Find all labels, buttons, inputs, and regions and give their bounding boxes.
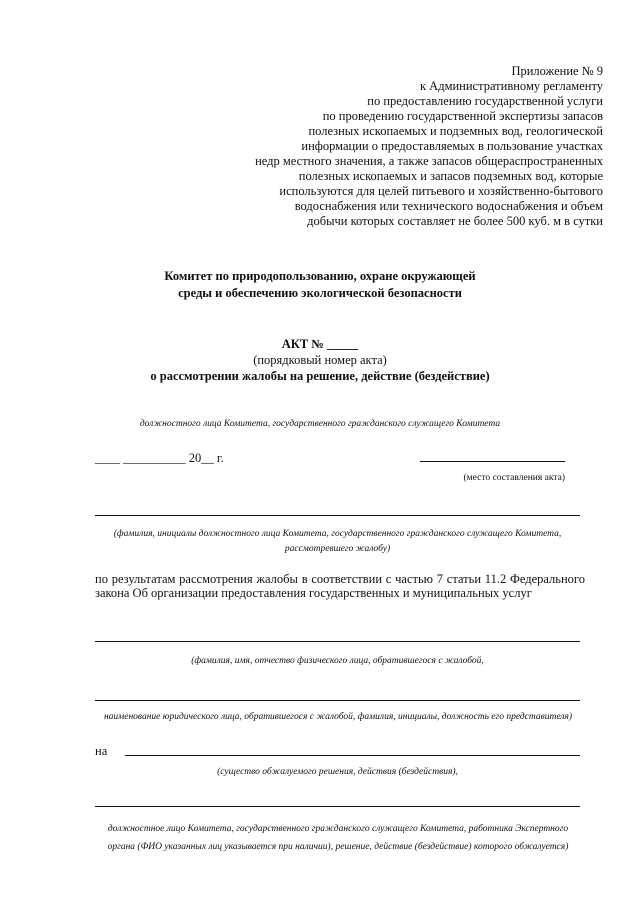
- committee-line-1: Комитет по природопользованию, охране окружающей: [164, 269, 476, 283]
- final-caption-line-2: органа (ФИО указанных лиц указывается при наличии), решение, действие (бездействие) которого обжалуется): [107, 842, 569, 852]
- applicant-line[interactable]: [95, 641, 580, 642]
- reviewer-line[interactable]: [95, 515, 580, 516]
- appendix-line: полезных ископаемых и подземных вод, геологической: [308, 124, 603, 138]
- committee-line-2: среды и обеспечению экологической безопасности: [178, 286, 462, 300]
- act-title-block: [0, 336, 640, 384]
- reviewer-caption-line-1: (фамилия, инициалы должностного лица Комитета, государственного гражданского служащего Комитета,: [113, 529, 562, 539]
- subject-caption: (существо обжалуемого решения, действия (бездействия),: [217, 767, 458, 777]
- legal-entity-line[interactable]: [95, 700, 580, 701]
- official-caption: должностного лица Комитета, государственного гражданского служащего Комитета: [139, 419, 501, 429]
- appendix-line: по проведению государственной экспертизы запасов: [322, 109, 603, 123]
- appendix-line: полезных ископаемых и запасов подземных вод, которые: [298, 169, 603, 183]
- date-field[interactable]: ____ __________ 20__ г.: [95, 451, 224, 465]
- appendix-line: к Административному регламенту: [419, 79, 603, 93]
- official-line[interactable]: [95, 806, 580, 807]
- place-line[interactable]: [420, 461, 565, 462]
- subject-line[interactable]: [125, 755, 580, 756]
- legal-entity-caption: наименование юридического лица, обратившегося с жалобой, фамилия, инициалы, должность его представителя): [103, 712, 573, 722]
- place-caption: (место составления акта): [463, 473, 565, 483]
- on-label: на: [95, 744, 108, 758]
- reviewer-caption: [95, 529, 580, 554]
- body-text: по результатам рассмотрения жалобы в соответствии с частью 7 статьи 11.2 Федерального закона Об организации предоставления государственных и муниципальных услуг: [95, 572, 585, 600]
- appendix-header: [183, 64, 603, 229]
- appendix-line: водоснабжения или технического водоснабжения и объем: [294, 199, 603, 213]
- appendix-line: используются для целей питьевого и хозяйственно-бытового: [279, 184, 603, 198]
- appendix-line: добычи которых составляет не более 500 куб. м в сутки: [307, 214, 603, 228]
- act-title: АКТ № _____: [281, 337, 359, 351]
- committee-name: [0, 268, 640, 302]
- appendix-line: недр местного значения, а также запасов общераспространенных: [255, 154, 603, 168]
- act-number-note: (порядковый номер акта): [253, 353, 387, 367]
- reviewer-caption-line-2: рассмотревшего жалобу): [284, 544, 391, 554]
- physical-person-caption: (фамилия, имя, отчество физического лица, обратившегося с жалобой,: [191, 656, 484, 666]
- appendix-line: по предоставлению государственной услуги: [367, 94, 603, 108]
- final-caption-line-1: должностное лицо Комитета, государственного гражданского служащего Комитета, работника Экспертного: [107, 824, 569, 834]
- act-subject: о рассмотрении жалобы на решение, действие (бездействие): [150, 369, 490, 383]
- final-caption: [88, 820, 588, 856]
- appendix-line: информации о предоставляемых в пользование участках: [301, 139, 603, 153]
- appendix-line: Приложение № 9: [511, 64, 603, 78]
